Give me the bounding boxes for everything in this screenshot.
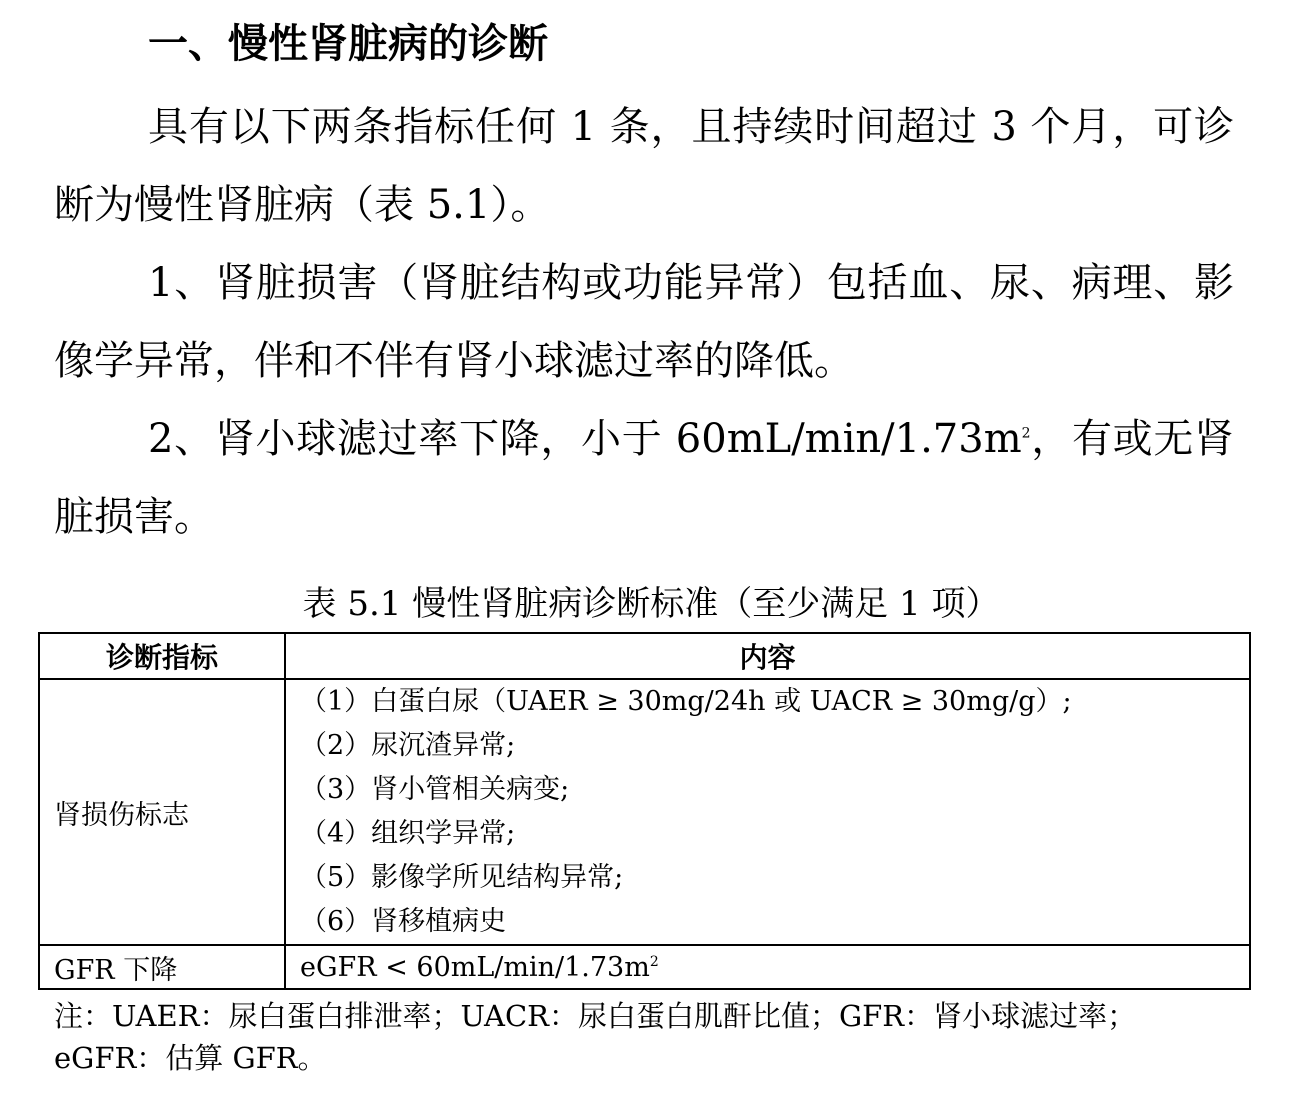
superscript-2: 2 bbox=[1021, 425, 1031, 442]
table-row bbox=[39, 945, 1250, 989]
list-item: （5）影像学所见结构异常; bbox=[300, 862, 624, 893]
list-item: （6）肾移植病史 bbox=[300, 906, 507, 937]
superscript-2: 2 bbox=[649, 953, 659, 970]
list-item: （4）组织学异常; bbox=[300, 818, 516, 849]
header-indicator: 诊断指标 bbox=[39, 633, 285, 679]
table-header-row bbox=[39, 633, 1250, 679]
criterion-2-text: 2、肾小球滤过率下降，小于 60mL/min/1.73m bbox=[148, 416, 1022, 462]
indicator-cell: 肾损伤标志 bbox=[39, 679, 285, 945]
indicator-cell: GFR 下降 bbox=[39, 945, 285, 989]
egfr-threshold: eGFR < 60mL/min/1.73m bbox=[300, 951, 650, 983]
section-heading: 一、慢性肾脏病的诊断 bbox=[148, 21, 548, 67]
criterion-2-text-end: ，有或无肾脏损害。 bbox=[54, 416, 1235, 540]
table-caption: 表 5.1 慢性肾脏病诊断标准（至少满足 1 项） bbox=[302, 584, 1000, 624]
content-cell bbox=[285, 679, 1250, 945]
criterion-2-paragraph bbox=[54, 400, 1234, 556]
list-item: （1）白蛋白尿（UAER ≥ 30mg/24h 或 UACR ≥ 30mg/g）; bbox=[300, 686, 1072, 717]
table-note: 注：UAER：尿白蛋白排泄率；UACR：尿白蛋白肌酐比值；GFR：肾小球滤过率；eGFR：估算 GFR。 bbox=[54, 999, 1137, 1075]
diagnosis-criteria-table bbox=[38, 632, 1251, 990]
intro-paragraph: 具有以下两条指标任何 1 条，且持续时间超过 3 个月，可诊断为慢性肾脏病（表 5.1）。 bbox=[54, 104, 1234, 228]
list-item: （3）肾小管相关病变; bbox=[300, 774, 570, 805]
criterion-1-paragraph: 1、肾脏损害（肾脏结构或功能异常）包括血、尿、病理、影像学异常，伴和不伴有肾小球滤过率的降低。 bbox=[54, 260, 1234, 384]
table-row bbox=[39, 679, 1250, 945]
header-content: 内容 bbox=[285, 633, 1250, 679]
content-cell bbox=[285, 945, 1250, 989]
list-item: （2）尿沉渣异常; bbox=[300, 730, 516, 761]
